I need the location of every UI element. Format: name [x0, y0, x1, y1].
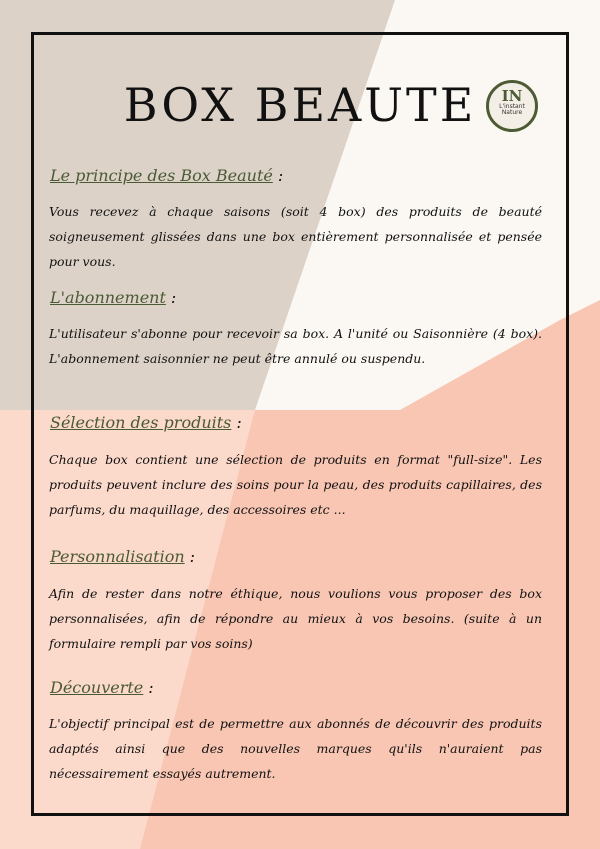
heading-colon: : — [170, 288, 177, 307]
section-text-personalization: Afin de rester dans notre éthique, nous voulions vous proposer des box personnalisées, afin de répondre au mieux à vos besoins. (suite à un formulaire rempli par vos soins) — [49, 586, 542, 651]
logo-monogram: IN — [501, 87, 523, 105]
logo-name-line2: Nature — [501, 109, 523, 116]
heading-colon: : — [236, 413, 242, 432]
heading-text: L'abonnement — [50, 288, 166, 307]
section-text-subscription: L'utilisateur s'abonne pour recevoir sa box. A l'unité ou Saisonnière (4 box). L'abonnement saisonnier ne peut être annulé ou suspendu. — [49, 326, 542, 366]
heading-colon: : — [148, 678, 154, 697]
logo-name-line1: L'instant — [499, 103, 525, 110]
section-heading-subscription — [50, 288, 176, 307]
section-text-selection: Chaque box contient une sélection de produits en format "full-size". Les produits peuvent inclure des soins pour la peau, des produits capillaires, des parfums, du maquillage, des accessoires etc ... — [49, 452, 542, 517]
section-text-principle: Vous recevez à chaque saisons (soit 4 box) des produits de beauté soigneusement glissées dans une box entièrement personnalisée et pensée pour vous. — [49, 204, 542, 269]
heading-text: Découverte — [50, 678, 144, 697]
section-text-discovery: L'objectif principal est de permettre aux abonnés de découvrir des produits adaptés ainsi que des nouvelles marques qu'ils n'auraient pas nécessairement essayés autrement. — [49, 716, 542, 781]
section-heading-discovery — [50, 678, 154, 697]
section-heading-principle — [50, 166, 283, 185]
section-heading-personalization — [50, 547, 195, 566]
heading-text: Personnalisation — [50, 547, 185, 566]
heading-colon: : — [189, 547, 196, 566]
heading-text: Le principe des Box Beauté — [50, 166, 273, 185]
brand-logo — [486, 80, 538, 132]
page-title: BOX BEAUTE — [123, 78, 477, 132]
heading-text: Sélection des produits — [50, 413, 232, 432]
section-heading-selection — [50, 413, 242, 432]
heading-colon: : — [277, 166, 284, 185]
